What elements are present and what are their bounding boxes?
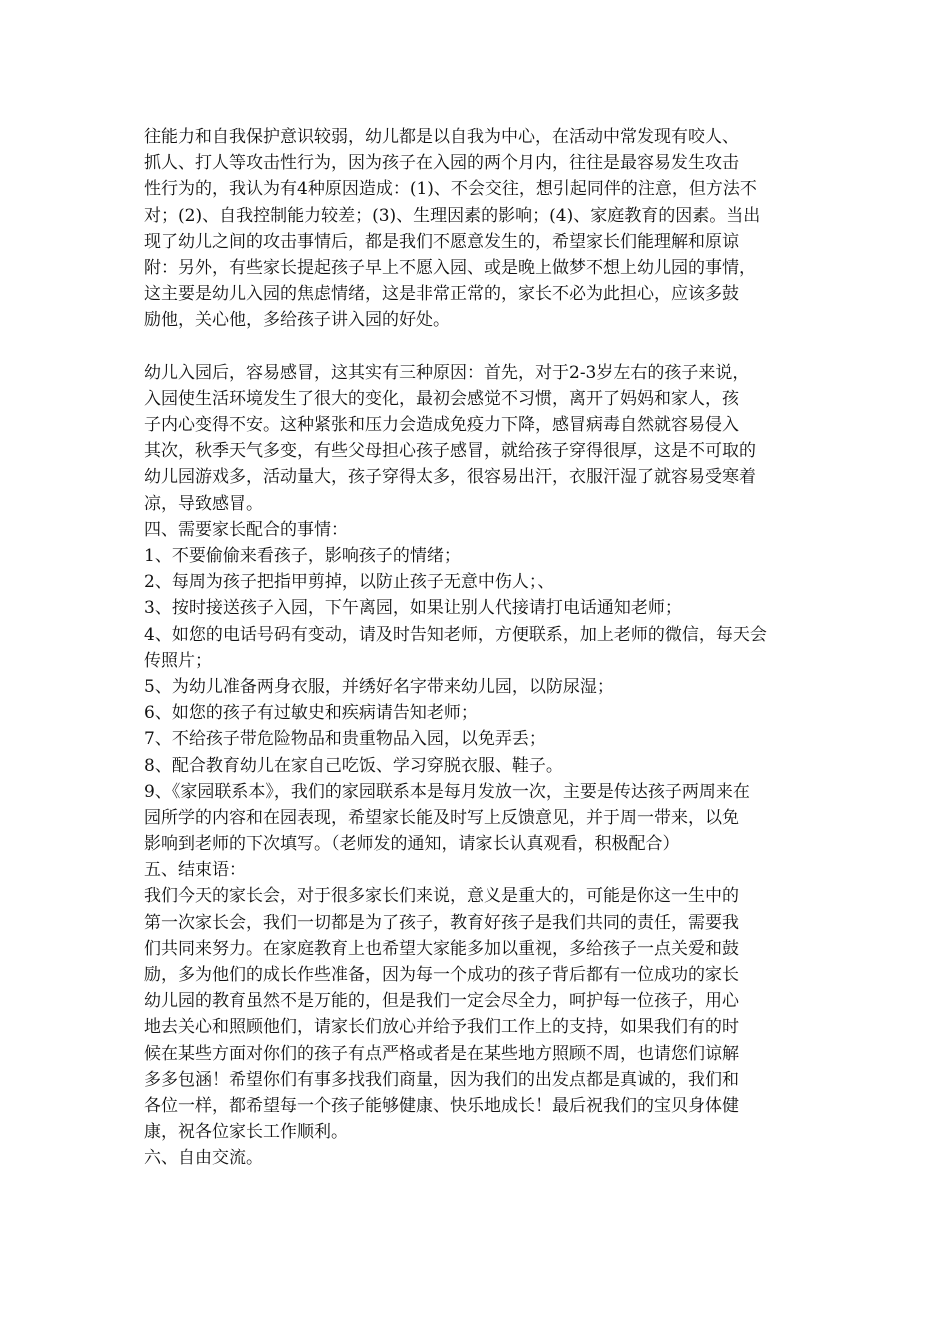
section-heading: 五、结束语： [144,860,246,881]
text-line: 往能力和自我保护意识较弱，幼儿都是以自我为中心，在活动中常发现有咬人、 [144,127,739,147]
text-line: 这主要是幼儿入园的焦虑情绪，这是非常正常的，家长不必为此担心，应该多鼓 [144,284,739,305]
list-item: 4、如您的电话号码有变动，请及时告知老师，方便联系，加上老师的微信，每天会 [144,624,767,645]
list-item: 传照片； [144,650,212,671]
text-line: 幼儿园游戏多，活动量大，孩子穿得太多，很容易出汗，衣服汗湿了就容易受寒着 [144,467,756,488]
text-line: 凉，导致感冒。 [144,493,263,514]
paragraph-aggression [144,124,809,334]
list-item: 8、配合教育幼儿在家自己吃饭、学习穿脱衣服、鞋子。 [144,755,563,776]
list-item: 3、按时接送孩子入园，下午离园，如果让别人代接请打电话通知老师； [144,598,682,619]
paragraph-gap [144,334,809,360]
list-item: 园所学的内容和在园表现，希望家长能及时写上反馈意见，并于周一带来，以免 [144,807,739,828]
text-line: 我们今天的家长会，对于很多家长们来说，意义是重大的，可能是你这一生中的 [144,886,739,907]
text-line: 励，多为他们的成长作些准备，因为每一个成功的孩子背后都有一位成功的家长 [144,965,739,985]
section-closing [144,857,809,1145]
list-item: 9、《家园联系本》，我们的家园联系本是每月发放一次，主要是传达孩子两周来在 [144,781,750,802]
text-line: 抓人、打人等攻击性行为，因为孩子在入园的两个月内，往往是最容易发生攻击 [144,153,739,174]
text-line: 幼儿园的教育虽然不是万能的，但是我们一定会尽全力，呵护每一位孩子，用心 [144,991,739,1012]
text-line: 地去关心和照顾他们，请家长们放心并给予我们工作上的支持，如果我们有的时 [144,1017,739,1038]
list-item: 6、如您的孩子有过敏史和疾病请告知老师； [144,703,478,724]
text-line: 性行为的，我认为有4种原因造成：(1)、不会交往，想引起同伴的注意，但方法不 [144,179,757,200]
text-line: 各位一样，都希望每一个孩子能够健康、快乐地成长！最后祝我们的宝贝身体健 [144,1095,739,1116]
text-line: 第一次家长会，我们一切都是为了孩子，教育好孩子是我们共同的责任，需要我 [144,912,739,933]
section-free-discussion [144,1145,809,1171]
text-line: 幼儿入园后，容易感冒，这其实有三种原因：首先，对于2-3岁左右的孩子来说， [144,362,750,383]
text-line: 对；(2)、自我控制能力较差；(3)、生理因素的影响；(4)、家庭教育的因素。当出 [144,205,761,226]
list-item: 1、不要偷偷来看孩子，影响孩子的情绪； [144,546,461,566]
text-line: 励他，关心他，多给孩子讲入园的好处。 [144,310,450,331]
text-line: 其次，秋季天气多变，有些父母担心孩子感冒，就给孩子穿得很厚，这是不可取的 [144,441,756,462]
section-heading: 四、需要家长配合的事情： [144,519,348,540]
text-line: 康，祝各位家长工作顺利。 [144,1122,348,1143]
section-parent-cooperation [144,517,809,857]
list-item: 2、每周为孩子把指甲剪掉，以防止孩子无意中伤人；、 [144,572,555,593]
section-heading: 六、自由交流。 [144,1148,263,1169]
document-body [144,124,809,1172]
text-line: 子内心变得不安。这种紧张和压力会造成免疫力下降，感冒病毒自然就容易侵入 [144,415,739,436]
text-line: 多多包涵！希望你们有事多找我们商量，因为我们的出发点都是真诚的，我们和 [144,1069,739,1090]
text-line: 现了幼儿之间的攻击事情后，都是我们不愿意发生的，希望家长们能理解和原谅 [144,231,739,252]
list-item: 7、不给孩子带危险物品和贵重物品入园，以免弄丢； [144,729,546,750]
list-item: 5、为幼儿准备两身衣服，并绣好名字带来幼儿园，以防尿湿； [144,676,614,697]
text-line: 们共同来努力。在家庭教育上也希望大家能多加以重视，多给孩子一点关爱和鼓 [144,938,739,959]
paragraph-colds [144,360,809,517]
text-line: 附：另外，有些家长提起孩子早上不愿入园、或是晚上做梦不想上幼儿园的事情， [144,257,756,278]
list-item: 影响到老师的下次填写。（老师发的通知，请家长认真观看，积极配合） [144,834,680,855]
text-line: 候在某些方面对你们的孩子有点严格或者是在某些地方照顾不周，也请您们谅解 [144,1043,739,1064]
text-line: 入园使生活环境发生了很大的变化，最初会感觉不习惯，离开了妈妈和家人，孩 [144,388,739,409]
